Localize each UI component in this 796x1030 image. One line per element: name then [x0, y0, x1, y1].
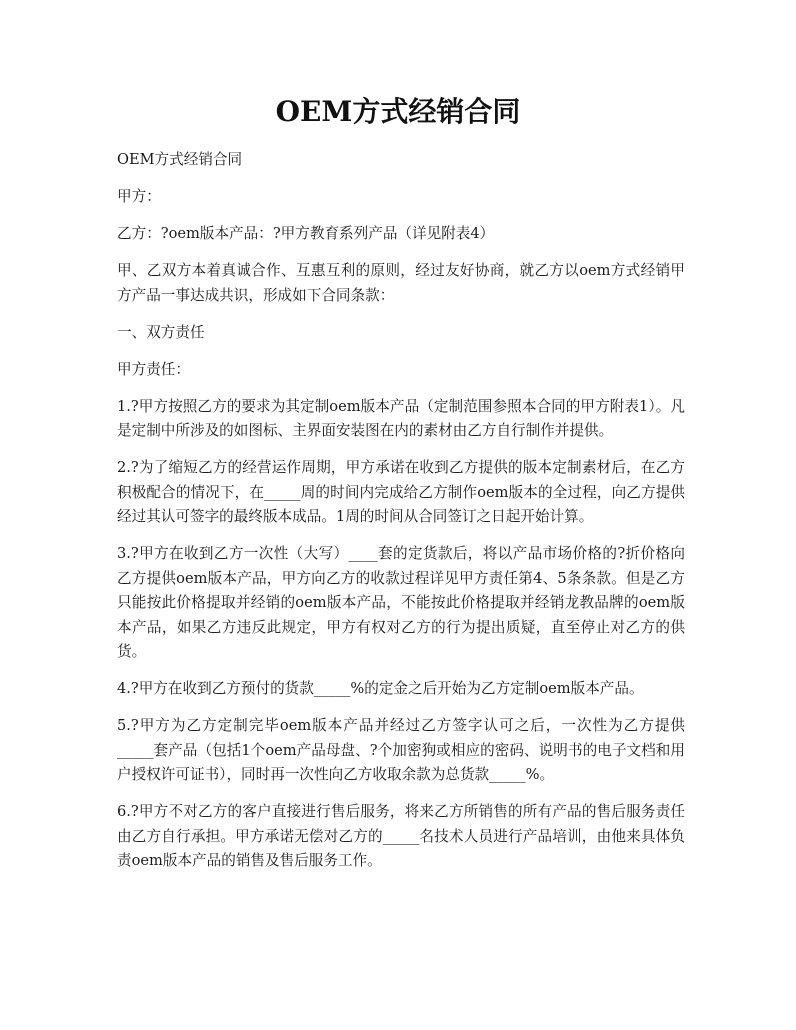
document-title: OEM方式经销合同 — [275, 95, 521, 128]
paragraph-preamble: 甲、乙双方本着真诚合作、互惠互利的原则，经过友好协商，就乙方以oem方式经销甲方产品一事达成共识，形成如下合同条款： — [117, 262, 685, 304]
clause-2: 2.?为了缩短乙方的经营运作周期，甲方承诺在收到乙方提供的版本定制素材后，在乙方积极配合的情况下，在_____周的时间内完成给乙方制作oem版本的全过程，向乙方提供经过其认可签字的最终版本成品。1周的时间从合同签订之日起开始计算。 — [117, 459, 685, 525]
paragraph-party-b: 乙方：?oem版本产品：?甲方教育系列产品（详见附表4） — [117, 225, 495, 242]
paragraph-party-a: 甲方： — [117, 188, 161, 205]
clause-6: 6.?甲方不对乙方的客户直接进行售后服务，将来乙方所销售的所有产品的售后服务责任由乙方自行承担。甲方承诺无偿对乙方的_____名技术人员进行产品培训，由他来具体负责oem版本产品的销售及售后服务工作。 — [117, 803, 685, 869]
clause-1: 1.?甲方按照乙方的要求为其定制oem版本产品（定制范围参照本合同的甲方附表1）。凡是定制中所涉及的如图标、主界面安装图在内的素材由乙方自行制作并提供。 — [117, 397, 685, 439]
document-body — [117, 148, 685, 886]
section-heading-responsibilities: 一、双方责任 — [117, 323, 205, 341]
subheading-party-a-responsibilities: 甲方责任： — [117, 360, 190, 378]
clause-4: 4.?甲方在收到乙方预付的货款_____%的定金之后开始为乙方定制oem版本产品。 — [117, 680, 644, 697]
clause-3: 3.?甲方在收到乙方一次性（大写）____套的定货款后，将以产品市场价格的?折价格向乙方提供oem版本产品，甲方向乙方的收款过程详见甲方责任第4、5条条款。但是乙方只能按此价格提取并经销的oem版本产品，不能按此价格提取并经销龙教品牌的oem版本产品，如果乙方违反此规定，甲方有权对乙方的行为提出质疑，直至停止对乙方的供货。 — [117, 545, 685, 660]
clause-5: 5.?甲方为乙方定制完毕oem版本产品并经过乙方签字认可之后，一次性为乙方提供_____套产品（包括1个oem产品母盘、?个加密狗或相应的密码、说明书的电子文档和用户授权许可证书），同时再一次性向乙方收取余款为总货款_____%。 — [117, 717, 685, 783]
paragraph-contract-name: OEM方式经销合同 — [117, 151, 243, 168]
